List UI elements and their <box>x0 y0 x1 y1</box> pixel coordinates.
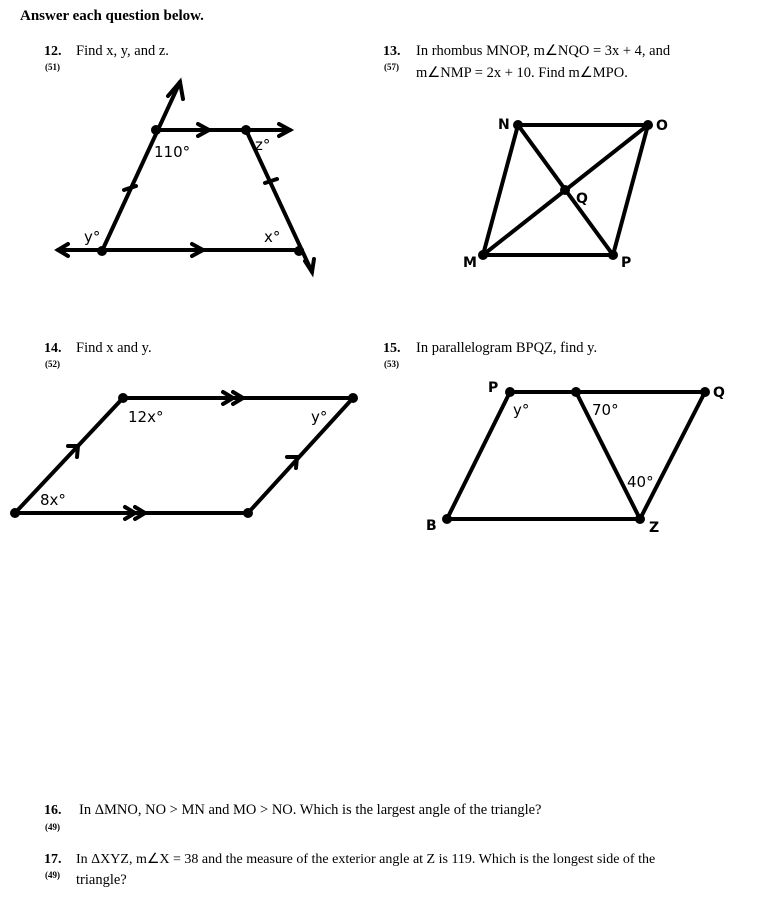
q16-text: In ΔMNO, NO > MN and MO > NO. Which is the largest angle of the triangle? <box>79 802 542 818</box>
q13-side-OP <box>613 125 648 255</box>
q13-intersection-Q <box>560 185 570 195</box>
q13-vertex-M <box>478 250 488 260</box>
q15-vertex-B <box>442 514 452 524</box>
q13-text-line2: m∠NMP = 2x + 10. Find m∠MPO. <box>416 65 628 81</box>
page-heading: Answer each question below. <box>20 8 204 24</box>
q13-vertex-P <box>608 250 618 260</box>
q17-source: (49) <box>45 870 60 880</box>
page-lower-area <box>0 660 781 906</box>
q15-text: In parallelogram BPQZ, find y. <box>416 340 598 356</box>
q15-label-P: P <box>488 380 499 396</box>
q13-number: 13. <box>383 44 401 59</box>
q14-text: Find x and y. <box>76 340 152 356</box>
q12-arrowhead-bottom <box>305 259 314 272</box>
q12-angle-110: 110° <box>154 143 191 161</box>
q13-label-Q: Q <box>576 191 588 207</box>
q15-label-Q: Q <box>713 385 725 401</box>
q17-text-line1: In ΔXYZ, m∠X = 38 and the measure of the exterior angle at Z is 119. Which is the longest side of the <box>76 852 656 867</box>
q15-parallelogram-diagram <box>420 375 740 545</box>
q15-vertex-Q <box>700 387 710 397</box>
q13-source: (57) <box>384 62 399 72</box>
q14-angle-y: y° <box>311 408 328 426</box>
q14-angle-12x: 12x° <box>128 408 164 426</box>
q15-angle-40: 40° <box>627 473 654 491</box>
q15-angle-70: 70° <box>592 401 619 419</box>
q15-label-B: B <box>426 518 437 534</box>
q12-angle-x: x° <box>264 228 281 246</box>
q13-vertex-O <box>643 120 653 130</box>
q14-parallelogram-diagram <box>5 380 370 530</box>
q13-rhombus-diagram <box>440 105 700 280</box>
q16-number: 16. <box>44 803 62 818</box>
q14-vertex-top-left <box>118 393 128 403</box>
q13-vertex-N <box>513 120 523 130</box>
q15-label-Z: Z <box>649 520 660 536</box>
q17-number: 17. <box>44 852 62 867</box>
q12-tick-right <box>265 179 277 183</box>
q12-vertex-bottom-right <box>294 246 304 256</box>
q12-angle-z: z° <box>255 136 271 154</box>
q12-text: Find x, y, and z. <box>76 43 169 59</box>
q14-vertex-bottom-right <box>243 508 253 518</box>
q13-side-MN <box>483 125 518 255</box>
q15-angle-y: y° <box>513 401 530 419</box>
q12-vertex-top-left <box>151 125 161 135</box>
q14-angle-8x: 8x° <box>40 491 66 509</box>
q15-side-QZ <box>640 392 705 519</box>
q14-number: 14. <box>44 341 62 356</box>
q13-label-O: O <box>656 118 668 134</box>
q12-vertex-bottom-left <box>97 246 107 256</box>
q12-number: 12. <box>44 44 62 59</box>
q14-right-side <box>248 398 353 513</box>
q12-tick-left <box>124 186 136 190</box>
q15-vertex-P <box>505 387 515 397</box>
q17-text-line2: triangle? <box>76 872 127 888</box>
q13-label-M: M <box>463 255 477 271</box>
q15-point-top <box>571 387 581 397</box>
q15-source: (53) <box>384 359 399 369</box>
q14-vertex-bottom-left <box>10 508 20 518</box>
q13-label-P: P <box>621 255 632 271</box>
q12-trapezoid-diagram <box>40 70 340 290</box>
q16-source: (49) <box>45 822 60 832</box>
q12-angle-y: y° <box>84 228 101 246</box>
q15-number: 15. <box>383 341 401 356</box>
q12-vertex-top-right <box>241 125 251 135</box>
q12-left-transversal <box>102 82 180 251</box>
q14-source: (52) <box>45 359 60 369</box>
q13-label-N: N <box>498 117 510 133</box>
q15-side-BP <box>447 392 510 519</box>
q13-text-line1: In rhombus MNOP, m∠NQO = 3x + 4, and <box>416 43 671 59</box>
q15-vertex-Z <box>635 514 645 524</box>
q14-vertex-top-right <box>348 393 358 403</box>
q12-source: (51) <box>45 62 60 72</box>
q14-left-side <box>15 398 123 513</box>
